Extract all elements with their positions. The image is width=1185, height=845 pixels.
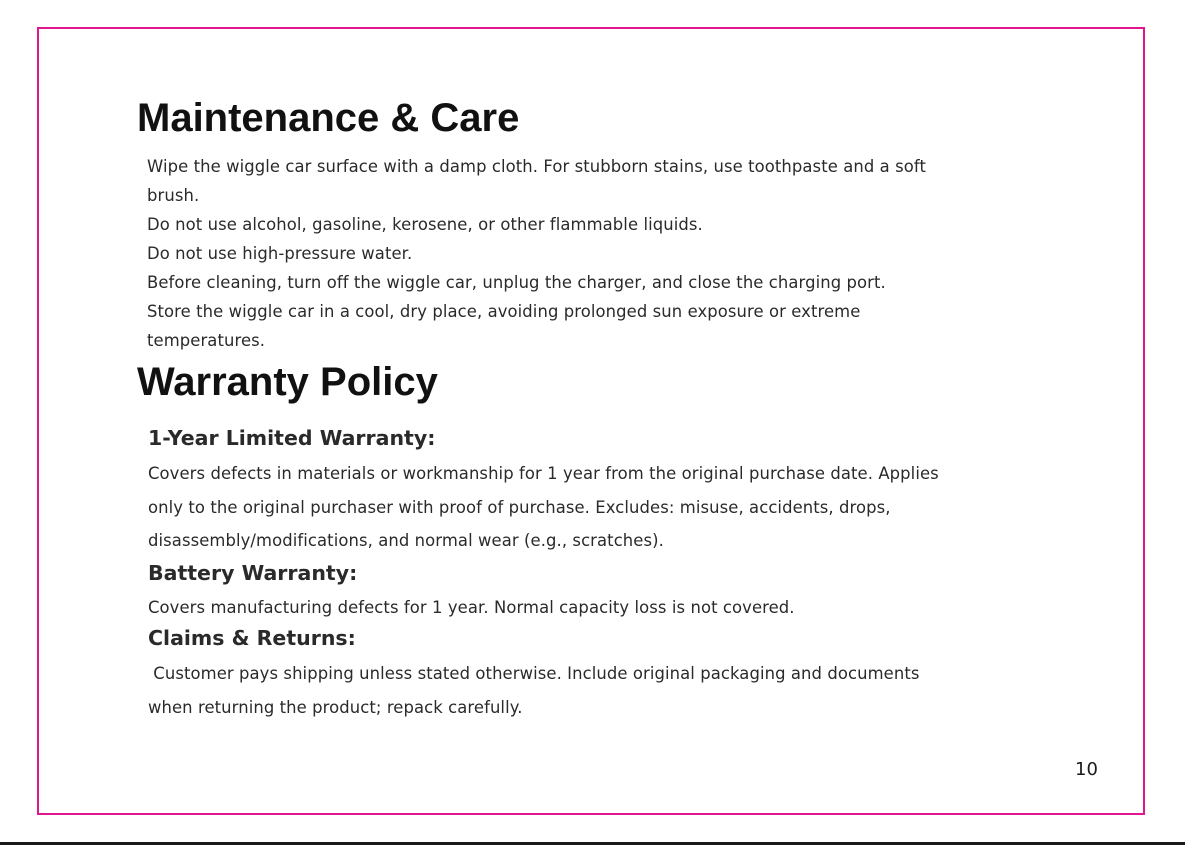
page-number: 10 bbox=[1075, 759, 1098, 780]
maintenance-line: Do not use high-pressure water. bbox=[147, 244, 413, 263]
maintenance-line: Do not use alcohol, gasoline, kerosene, or other flammable liquids. bbox=[147, 215, 703, 234]
battery-warranty-line: Covers manufacturing defects for 1 year. Normal capacity loss is not covered. bbox=[148, 598, 795, 617]
maintenance-line: Wipe the wiggle car surface with a damp cloth. For stubborn stains, use toothpaste and a soft bbox=[147, 157, 926, 176]
warranty-title: Warranty Policy bbox=[137, 360, 438, 404]
maintenance-line: brush. bbox=[147, 186, 200, 205]
page-frame bbox=[37, 27, 1145, 815]
claims-returns-line: Customer pays shipping unless stated otherwise. Include original packaging and documents bbox=[148, 664, 920, 683]
claims-returns-line: when returning the product; repack carefully. bbox=[148, 698, 523, 717]
maintenance-title: Maintenance & Care bbox=[137, 96, 520, 140]
limited-warranty-line: Covers defects in materials or workmanship for 1 year from the original purchase date. Applies bbox=[148, 464, 939, 483]
maintenance-line: Store the wiggle car in a cool, dry place, avoiding prolonged sun exposure or extreme bbox=[147, 302, 861, 321]
limited-warranty-line: disassembly/modifications, and normal wear (e.g., scratches). bbox=[148, 531, 664, 550]
claims-returns-heading: Claims & Returns: bbox=[148, 626, 356, 650]
battery-warranty-heading: Battery Warranty: bbox=[148, 561, 358, 585]
maintenance-line: Before cleaning, turn off the wiggle car, unplug the charger, and close the charging port. bbox=[147, 273, 886, 292]
maintenance-line: temperatures. bbox=[147, 331, 266, 350]
limited-warranty-line: only to the original purchaser with proof of purchase. Excludes: misuse, accidents, drops, bbox=[148, 498, 891, 517]
limited-warranty-heading: 1-Year Limited Warranty: bbox=[148, 426, 436, 450]
